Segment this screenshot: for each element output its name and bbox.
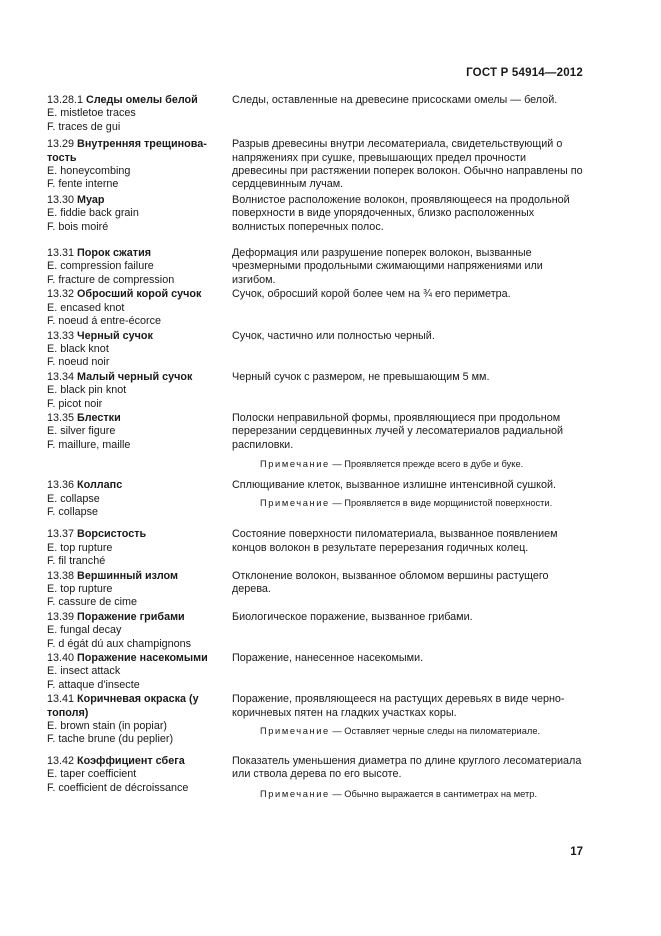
term-en: E. taper coefficient	[47, 768, 137, 781]
term-fr: F. d égát dú aux champignons	[47, 637, 192, 650]
term-en: E. top rupture	[47, 541, 113, 554]
term-en: E. collapse	[47, 492, 100, 505]
term-en: E. mistletoe traces	[47, 107, 136, 120]
note-label: Примечание	[260, 726, 330, 737]
term-fr: F. attaque d'insecte	[47, 678, 140, 691]
term-fr: F. noeud á entre-écorce	[47, 315, 162, 328]
definition-block	[232, 693, 584, 747]
term-title-line	[47, 611, 232, 624]
definition-block	[232, 611, 584, 651]
term-number: 13.36	[47, 479, 75, 492]
definition-text: Сучок, обросший корой более чем на ¾ его периметра.	[232, 288, 511, 301]
term-en: E. black pin knot	[47, 384, 127, 397]
term-entry	[47, 652, 587, 692]
definition-block	[232, 138, 584, 192]
term-number: 13.37	[47, 528, 75, 541]
term-number: 13.34	[47, 370, 75, 383]
term-title-line	[47, 94, 232, 107]
term-title-line	[47, 194, 232, 207]
term-title-line	[47, 479, 232, 492]
definition-text: Отклонение волокон, вызванное обломом вершины растущего дерева.	[232, 569, 549, 595]
definition-text: Полоски неправильной формы, проявляющиеся при продольном перерезании сердцевинных лучей у лесоматериалов радиальной распиловки.	[232, 411, 564, 451]
note-text: — Оставляет черные следы на пиломатериале.	[332, 726, 541, 737]
definition-block	[232, 570, 584, 610]
term-fr: F. fente interne	[47, 178, 119, 191]
term-block	[47, 755, 232, 800]
term-ru: Поражение насекомыми	[77, 652, 208, 665]
term-title-line	[47, 247, 232, 260]
definition-block	[232, 479, 584, 519]
term-entry	[47, 693, 587, 747]
term-ru: Малый черный сучок	[77, 370, 193, 383]
term-en: E. compression failure	[47, 260, 154, 273]
term-entry	[47, 288, 587, 328]
term-entry	[47, 755, 587, 800]
definition-block	[232, 288, 584, 328]
term-fr: F. tache brune (du peplier)	[47, 733, 174, 746]
term-block	[47, 412, 232, 470]
definition-text: Поражение, нанесенное насекомыми.	[232, 652, 424, 665]
term-block	[47, 479, 232, 519]
page-number: 17	[570, 846, 583, 858]
term-title-line	[47, 693, 232, 720]
term-entry	[47, 570, 587, 610]
note-label: Примечание	[260, 459, 330, 470]
term-title-line	[47, 371, 232, 384]
term-ru: Следы омелы белой	[86, 94, 198, 106]
term-block	[47, 330, 232, 370]
term-number: 13.40	[47, 652, 75, 665]
definition-block	[232, 652, 584, 692]
definition-text: Сучок, частично или полностью черный.	[232, 329, 435, 342]
term-en: E. insect attack	[47, 665, 121, 678]
term-number: 13.41	[47, 693, 75, 706]
term-number: 13.38	[47, 569, 75, 582]
note	[232, 458, 584, 470]
term-block	[47, 371, 232, 411]
term-entry	[47, 412, 587, 470]
document-header: ГОСТ Р 54914—2012	[466, 67, 583, 79]
definition-block	[232, 412, 584, 470]
definition-block	[232, 528, 584, 568]
term-en: E. fungal decay	[47, 624, 122, 637]
definition-text: Черный сучок с размером, не превышающим 5 мм.	[232, 370, 490, 383]
note	[232, 497, 584, 509]
term-ru: Блестки	[77, 411, 121, 424]
term-entries	[47, 94, 587, 800]
term-title-line	[47, 138, 232, 165]
term-entry	[47, 247, 587, 287]
term-en: E. fiddie back grain	[47, 207, 139, 220]
term-block	[47, 288, 232, 328]
definition-text: Состояние поверхности пиломатериала, вызванное появлением концов волокон в результате перерезания годичных колец.	[232, 528, 558, 554]
definition-block	[232, 94, 584, 134]
term-ru: Коэффициент сбега	[77, 754, 185, 767]
term-ru: Коллапс	[77, 479, 123, 492]
term-entry	[47, 371, 587, 411]
definition-text: Волнистое расположение волокон, проявляющееся на продольной поверхности в виде упорядоченных, близко расположенных волнистых поперечных полос.	[232, 193, 570, 233]
term-en: E. brown stain (in popiar)	[47, 720, 168, 733]
definition-text: Биологическое поражение, вызванное грибами.	[232, 610, 473, 623]
term-title-line	[47, 528, 232, 541]
term-ru: Ворсистость	[77, 528, 147, 541]
term-ru: Обросший корой сучок	[77, 288, 202, 301]
term-number: 13.39	[47, 610, 75, 623]
term-number: 13.42	[47, 754, 75, 767]
term-block	[47, 528, 232, 568]
term-ru: Вершинный излом	[77, 569, 178, 582]
term-ru: Поражение грибами	[77, 610, 185, 623]
term-fr: F. fracture de compression	[47, 273, 175, 286]
definition-text: Показатель уменьшения диаметра по длине круглого лесоматериала или ствола дерева по его высоте.	[232, 754, 582, 781]
term-entry	[47, 479, 587, 519]
term-block	[47, 570, 232, 610]
term-title-line	[47, 652, 232, 665]
term-number: 13.33	[47, 329, 75, 342]
note-label: Примечание	[260, 497, 330, 508]
term-title-line	[47, 330, 232, 343]
term-fr: F. cassure de cime	[47, 596, 138, 609]
note-text: — Обычно выражается в сантиметрах на метр.	[332, 788, 538, 799]
definition-text: Разрыв древесины внутри лесоматериала, свидетельствующий о напряжениях при сушке, превышающих предел прочности древесины при растяжении поперек волокон. Обычно направлены по сердцевинным лучам.	[232, 138, 583, 191]
term-ru: Внутренняя трещинова-тость	[47, 138, 207, 164]
term-number: 13.30	[47, 193, 75, 206]
term-entry	[47, 94, 587, 134]
term-fr: F. collapse	[47, 505, 99, 518]
term-en: E. black knot	[47, 342, 109, 355]
term-number: 13.32	[47, 288, 75, 301]
term-title-line	[47, 570, 232, 583]
term-ru: Коричневая окраска (у тополя)	[47, 693, 199, 719]
term-fr: F. traces de gui	[47, 120, 121, 133]
term-ru: Муар	[77, 193, 105, 206]
term-number: 13.29	[47, 138, 75, 151]
term-en: E. honeycombing	[47, 165, 131, 178]
term-fr: F. picot noir	[47, 397, 103, 410]
term-fr: F. maillure, maille	[47, 438, 131, 451]
note-text: — Проявляется в виде морщинистой поверхности.	[332, 497, 553, 508]
term-entry	[47, 330, 587, 370]
definition-block	[232, 247, 584, 287]
definition-text: Сплющивание клеток, вызванное излишне интенсивной сушкой.	[232, 479, 557, 492]
term-fr: F. bois moiré	[47, 220, 109, 233]
note-label: Примечание	[260, 788, 330, 799]
term-entry	[47, 194, 587, 234]
term-fr: F. fil tranché	[47, 555, 106, 568]
term-block	[47, 611, 232, 651]
note	[232, 788, 584, 800]
term-fr: F. coefficient de décroissance	[47, 781, 189, 794]
term-block	[47, 138, 232, 192]
term-block	[47, 652, 232, 692]
term-en: E. silver figure	[47, 425, 116, 438]
term-fr: F. noeud noir	[47, 356, 110, 369]
term-ru: Черный сучок	[77, 329, 153, 342]
term-en: E. top rupture	[47, 583, 113, 595]
term-block	[47, 247, 232, 287]
term-en: E. encased knot	[47, 301, 125, 314]
term-title-line	[47, 288, 232, 301]
term-block	[47, 194, 232, 234]
definition-block	[232, 755, 584, 800]
definition-block	[232, 194, 584, 234]
definition-text: Следы, оставленные на древесине присосками омелы — белой.	[232, 94, 558, 106]
note	[232, 725, 584, 737]
definition-block	[232, 330, 584, 370]
term-number: 13.35	[47, 411, 75, 424]
definition-text: Деформация или разрушение поперек волокон, вызванные чрезмерными продольными сжимающими напряжениями или изгибом.	[232, 247, 543, 286]
term-title-line	[47, 755, 232, 768]
term-title-line	[47, 412, 232, 425]
term-block	[47, 94, 232, 134]
definition-block	[232, 371, 584, 411]
term-number: 13.28.1	[47, 94, 84, 106]
term-ru: Порок сжатия	[77, 247, 152, 260]
term-entry	[47, 611, 587, 651]
term-block	[47, 693, 232, 747]
note-text: — Проявляется прежде всего в дубе и буке.	[332, 459, 524, 470]
term-number: 13.31	[47, 247, 75, 260]
definition-text: Поражение, проявляющееся на растущих деревьях в виде черно-коричневых пятен на гладких участках коры.	[232, 693, 565, 719]
term-entry	[47, 138, 587, 192]
term-entry	[47, 528, 587, 568]
